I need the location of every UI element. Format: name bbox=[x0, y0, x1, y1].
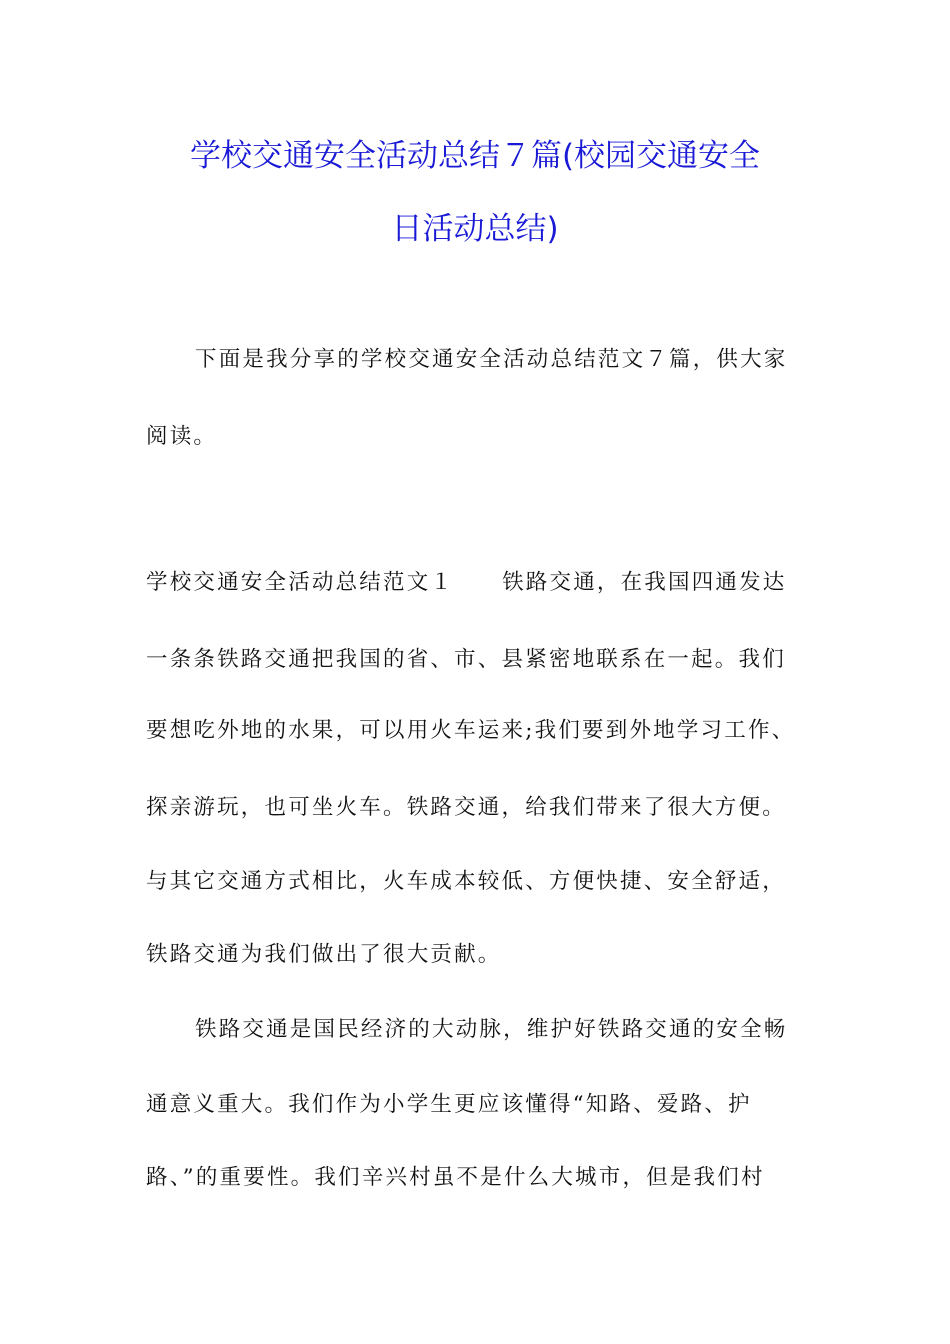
paragraph-1-line-5: 与其它交通方式相比，火车成本较低、方便快捷、安全舒适， bbox=[146, 869, 786, 894]
paragraph-1-line-6: 铁路交通为我们做出了很大贡献。 bbox=[146, 942, 502, 967]
paragraph-1-line-4: 探亲游玩，也可坐火车。铁路交通，给我们带来了很大方便。 bbox=[146, 795, 786, 820]
document-title-line-1: 学校交通安全活动总结７篇(校园交通安全 bbox=[189, 138, 761, 174]
paragraph-1-line-1-text: 铁路交通，在我国四通发达 bbox=[502, 570, 787, 595]
section-heading: 学校交通安全活动总结范文１ bbox=[146, 570, 455, 595]
paragraph-1-line-1 bbox=[146, 568, 787, 598]
intro-line-1: 下面是我分享的学校交通安全活动总结范文７篇，供大家 bbox=[195, 347, 788, 372]
paragraph-1-line-3: 要想吃外地的水果，可以用火车运来;我们要到外地学习工作、 bbox=[146, 718, 796, 743]
intro-line-2: 阅读。 bbox=[146, 424, 218, 449]
paragraph-2-line-2: 通意义重大。我们作为小学生更应该懂得“知路、爱路、护 bbox=[146, 1092, 752, 1117]
document-title-line-2: 日活动总结) bbox=[391, 211, 559, 247]
paragraph-1-line-2: 一条条铁路交通把我国的省、市、县紧密地联系在一起。我们 bbox=[146, 647, 786, 672]
paragraph-2-line-3: 路、”的重要性。我们辛兴村虽不是什么大城市，但是我们村 bbox=[146, 1165, 765, 1190]
paragraph-2-line-1: 铁路交通是国民经济的大动脉，维护好铁路交通的安全畅 bbox=[195, 1017, 788, 1042]
